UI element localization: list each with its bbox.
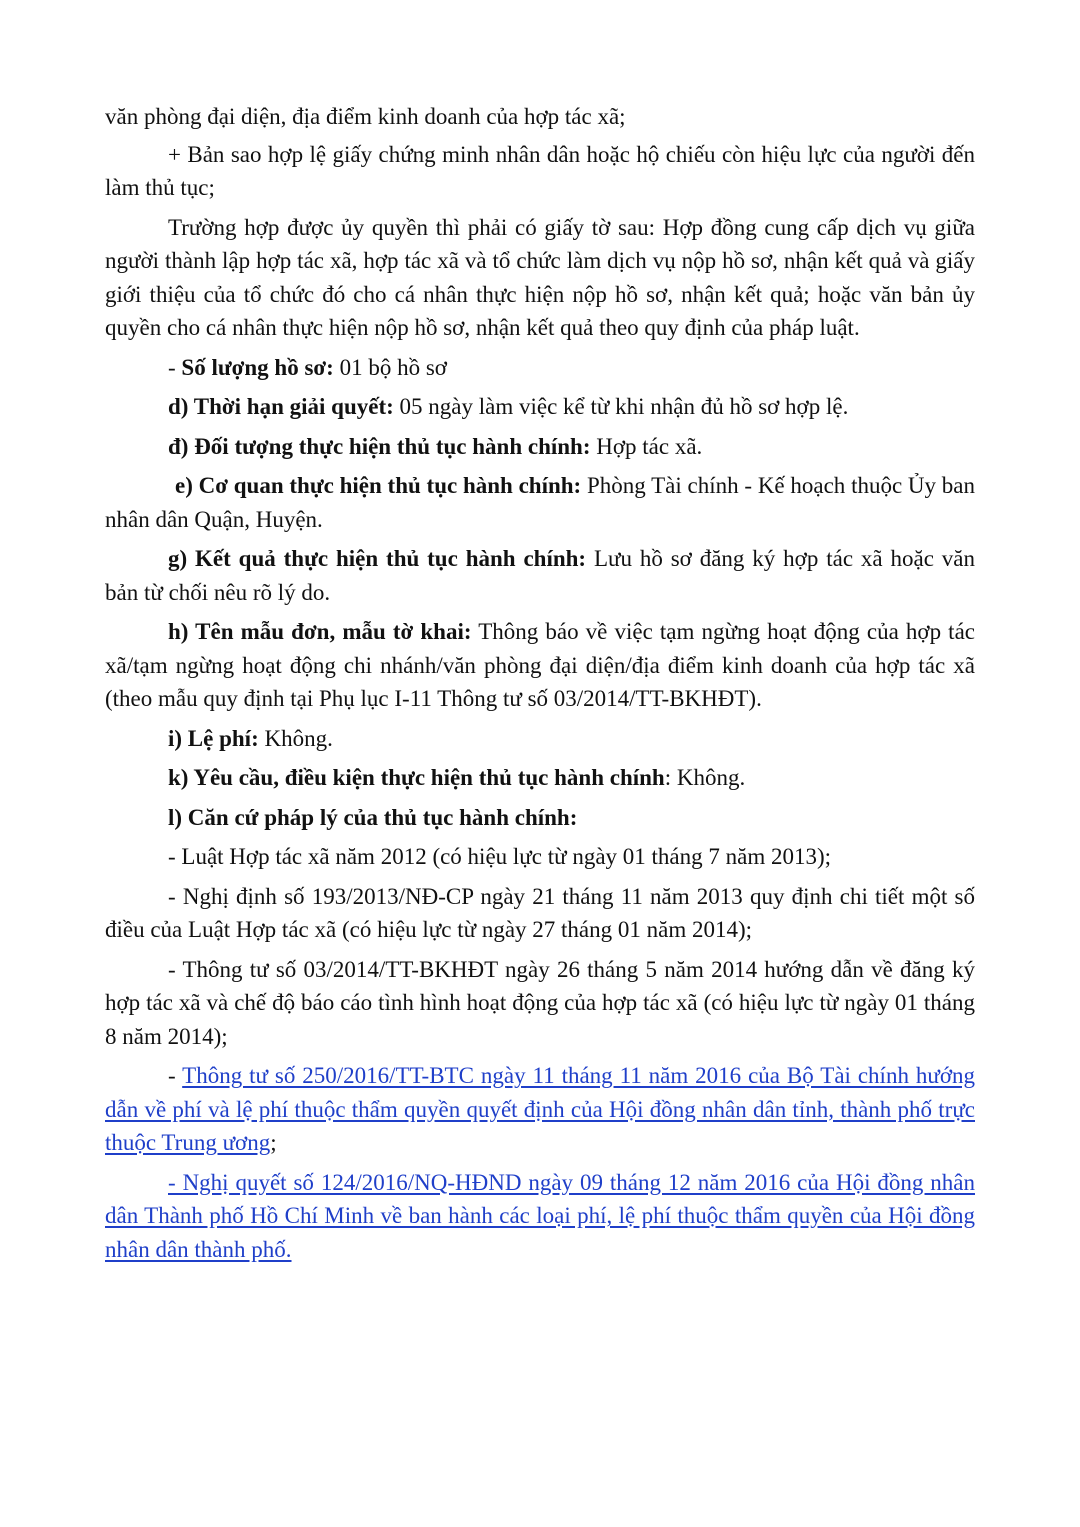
- label-form-name: h) Tên mẫu đơn, mẫu tờ khai:: [168, 619, 472, 644]
- label-processing-time: d) Thời hạn giải quyết:: [168, 394, 394, 419]
- label-requirements: k) Yêu cầu, điều kiện thực hiện thủ tục hành chính: [168, 765, 665, 790]
- label-subject: đ) Đối tượng thực hiện thủ tục hành chính:: [168, 433, 591, 459]
- paragraph-form-name: h) Tên mẫu đơn, mẫu tờ khai: Thông báo về việc tạm ngừng hoạt động của hợp tác xã/tạm ngừng hoạt động chi nhánh/văn phòng đại diện/địa điểm kinh doanh của hợp tác xã (theo mẫu quy định tại Phụ lục I-11 Thông tư số 03/2014/TT-BKHĐT).: [105, 619, 975, 711]
- paragraph-resolution-124: [105, 1166, 975, 1267]
- label-fee: i) Lệ phí:: [168, 725, 259, 751]
- paragraph-dossier-count: - Số lượng hồ sơ: 01 bộ hồ sơ: [168, 354, 447, 380]
- link-circular-250[interactable]: Thông tư số 250/2016/TT-BTC ngày 11 tháng 11 năm 2016 của Bộ Tài chính hướng dẫn về phí và lệ phí thuộc thẩm quyền quyết định của Hội đồng nhân dân tỉnh, thành phố trực thuộc Trung ương: [105, 1063, 975, 1155]
- paragraph-processing-time: d) Thời hạn giải quyết: 05 ngày làm việc kể từ khi nhận đủ hồ sơ hợp lệ.: [168, 394, 849, 419]
- paragraph-law-2012: - Luật Hợp tác xã năm 2012 (có hiệu lực từ ngày 01 tháng 7 năm 2013);: [168, 844, 832, 869]
- paragraph-decree-193: - Nghị định số 193/2013/NĐ-CP ngày 21 tháng 11 năm 2013 quy định chi tiết một số điều của Luật Hợp tác xã (có hiệu lực từ ngày 27 tháng 01 năm 2014);: [105, 883, 975, 942]
- paragraph-authorization: Trường hợp được ủy quyền thì phải có giấy tờ sau: Hợp đồng cung cấp dịch vụ giữa người thành lập hợp tác xã, hợp tác xã và tổ chức làm dịch vụ nộp hồ sơ, nhận kết quả và giấy giới thiệu của tổ chức đó cho cá nhân thực hiện nộp hồ sơ, nhận kết quả; hoặc văn bản ủy quyền cho cá nhân thực hiện nộp hồ sơ, nhận kết quả theo quy định của pháp luật.: [105, 214, 975, 340]
- link-resolution-124[interactable]: - Nghị quyết số 124/2016/NQ-HĐND ngày 09 tháng 12 năm 2016 của Hội đồng nhân dân Thành phố Hồ Chí Minh về ban hành các loại phí, lệ phí thuộc thẩm quyền của Hội đồng nhân dân thành phố.: [105, 1169, 975, 1262]
- paragraph-circular-03: - Thông tư số 03/2014/TT-BKHĐT ngày 26 tháng 5 năm 2014 hướng dẫn về đăng ký hợp tác xã và chế độ báo cáo tình hình hoạt động của hợp tác xã (có hiệu lực từ ngày 01 tháng 8 năm 2014);: [105, 956, 975, 1049]
- document-page: [105, 100, 975, 1272]
- paragraph-requirements: k) Yêu cầu, điều kiện thực hiện thủ tục hành chính: Không.: [168, 765, 746, 790]
- label-dossier-count: Số lượng hồ sơ:: [181, 354, 334, 380]
- paragraph-fee: i) Lệ phí: Không.: [168, 725, 333, 751]
- paragraph-result: g) Kết quả thực hiện thủ tục hành chính: Lưu hồ sơ đăng ký hợp tác xã hoặc văn bản từ chối nêu rõ lý do.: [105, 546, 975, 605]
- label-result: g) Kết quả thực hiện thủ tục hành chính:: [168, 546, 587, 571]
- paragraph-circular-250: - Thông tư số 250/2016/TT-BTC ngày 11 tháng 11 năm 2016 của Bộ Tài chính hướng dẫn về phí và lệ phí thuộc thẩm quyền quyết định của Hội đồng nhân dân tỉnh, thành phố trực thuộc Trung ương;: [105, 1063, 975, 1155]
- paragraph-agency: e) Cơ quan thực hiện thủ tục hành chính: Phòng Tài chính - Kế hoạch thuộc Ủy ban nhân dân Quận, Huyện.: [105, 473, 976, 532]
- paragraph-id-copy: + Bản sao hợp lệ giấy chứng minh nhân dân hoặc hộ chiếu còn hiệu lực của người đến làm thủ tục;: [105, 141, 975, 200]
- paragraph-subject: đ) Đối tượng thực hiện thủ tục hành chính: Hợp tác xã.: [168, 433, 703, 459]
- label-legal-basis: l) Căn cứ pháp lý của thủ tục hành chính:: [168, 804, 578, 830]
- paragraph-legal-basis: [105, 801, 975, 835]
- label-agency: e) Cơ quan thực hiện thủ tục hành chính:: [175, 473, 582, 498]
- paragraph-branch-office: văn phòng đại diện, địa điểm kinh doanh của hợp tác xã;: [105, 104, 626, 129]
